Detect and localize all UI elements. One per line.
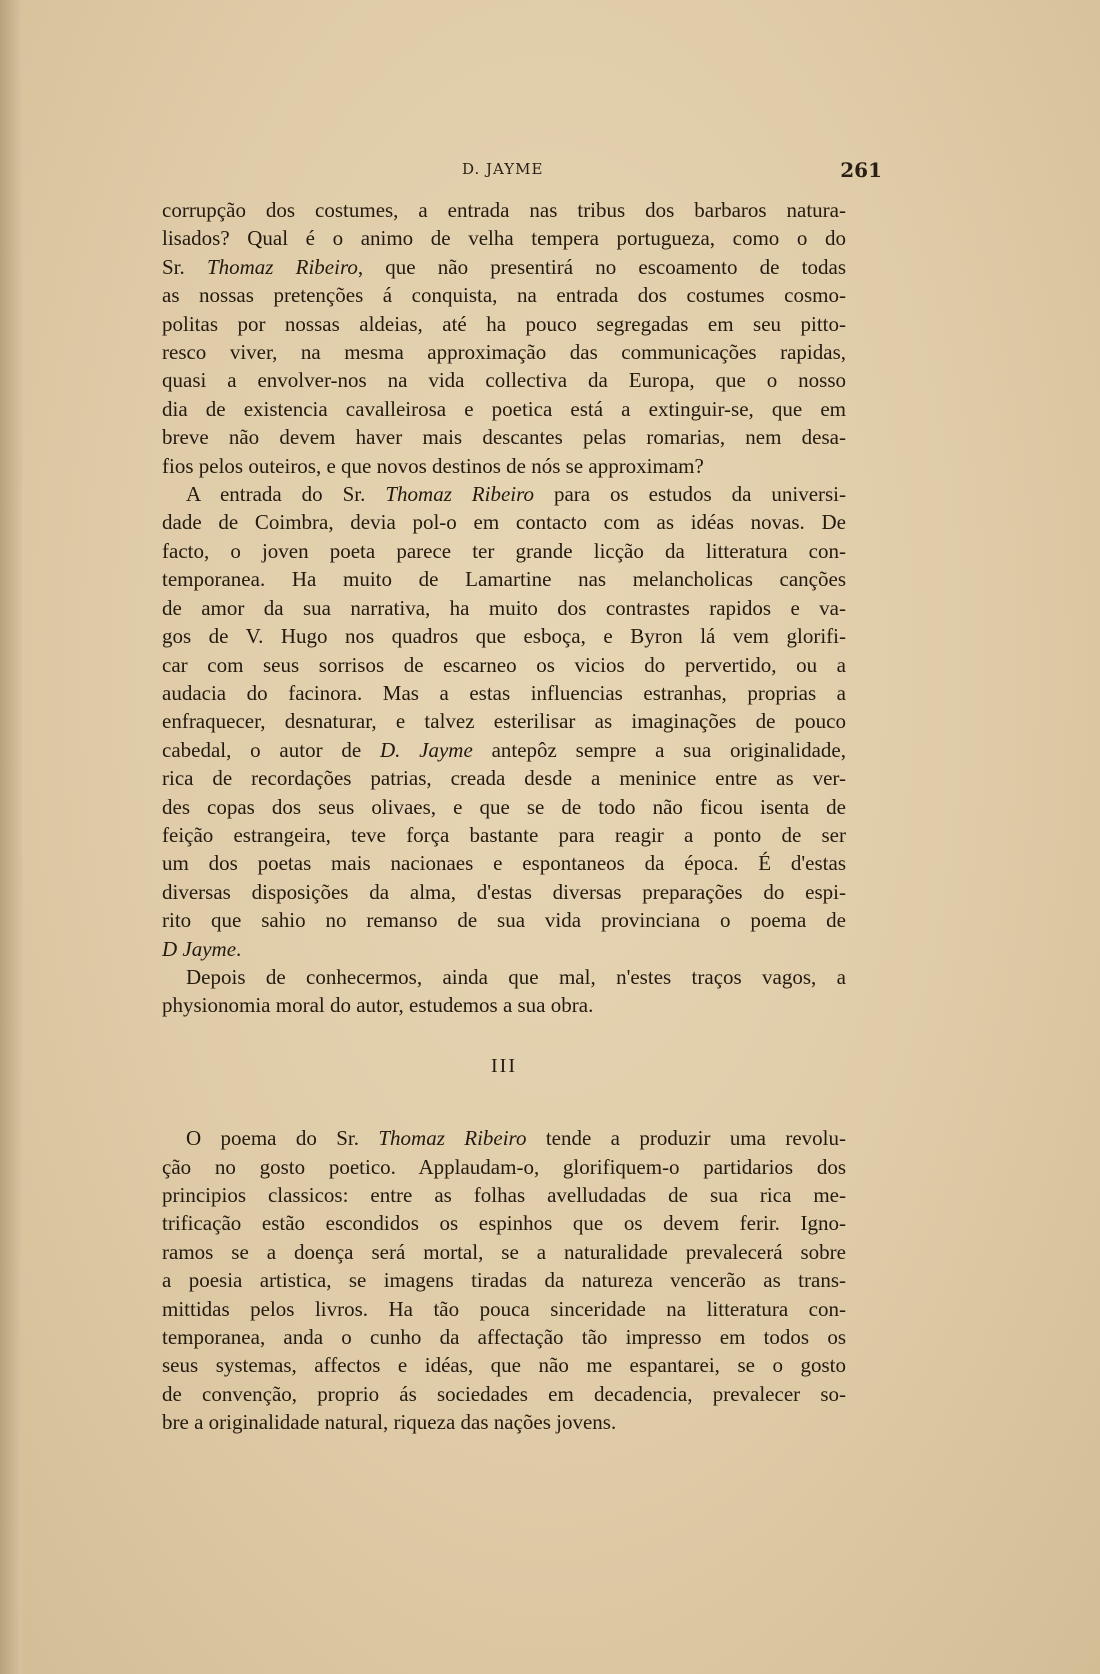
text-line: fios pelos outeiros, e que novos destinos de nós se approximam? xyxy=(162,453,704,478)
text-line: a poesia artistica, se imagens tiradas da natureza vencerão as trans- xyxy=(162,1268,846,1293)
text-line: politas por nossas aldeias, até ha pouco segregadas em seu pitto- xyxy=(162,311,846,336)
italic-name: D. Jayme xyxy=(379,737,473,762)
text-line: diversas disposições da alma, d'estas diversas preparações do espi- xyxy=(162,879,846,904)
running-title: D. JAYME xyxy=(462,160,544,178)
text-line: ramos se a doença será mortal, se a naturalidade prevalecerá sobre xyxy=(162,1239,846,1264)
text-line: A entrada do Sr. Thomaz Ribeiro para os estudos da universi- xyxy=(186,482,847,507)
text-line: quasi a envolver-nos na vida collectiva da Europa, que o nosso xyxy=(162,368,846,393)
text-line: Depois de conhecermos, ainda que mal, n'estes traços vagos, a xyxy=(186,964,846,989)
page-header xyxy=(162,158,882,188)
text-line: car com seus sorrisos de escarneo os vicios do pervertido, ou a xyxy=(162,652,846,677)
text-line: temporanea, anda o cunho da affectação tão impresso em todos os xyxy=(162,1325,846,1350)
text-line: dia de existencia cavalleirosa e poetica está a extinguir-se, que em xyxy=(162,396,846,421)
section-heading: III xyxy=(491,1054,517,1077)
text-line: feição estrangeira, teve força bastante para reagir a ponto de ser xyxy=(162,822,846,847)
paragraph-4 xyxy=(162,1124,846,1436)
text-line: as nossas pretenções á conquista, na entrada dos costumes cosmo- xyxy=(162,283,846,308)
paragraph-2 xyxy=(162,480,846,963)
text-line: gos de V. Hugo nos quadros que esboça, e Byron lá vem glorifi- xyxy=(162,624,846,649)
text-line: cabedal, o autor de D. Jayme antepôz sempre a sua originalidade, xyxy=(162,737,846,762)
text-line: de amor da sua narrativa, ha muito dos contrastes rapidos e va- xyxy=(162,595,846,620)
text-line: principios classicos: entre as folhas avelludadas de sua rica me- xyxy=(162,1183,846,1207)
text-line: de convenção, proprio ás sociedades em decadencia, prevalecer so- xyxy=(162,1381,846,1406)
page-spine-shadow xyxy=(0,0,22,1674)
page-number: 261 xyxy=(840,158,882,182)
italic-name: Thomaz Ribeiro xyxy=(378,1126,527,1151)
italic-name: Thomaz Ribeiro xyxy=(385,482,535,507)
text-line: mittidas pelos livros. Ha tão pouca sinceridade na litteratura con- xyxy=(162,1296,846,1321)
text-line: corrupção dos costumes, a entrada nas tribus dos barbaros natura- xyxy=(162,198,846,222)
paragraph-3 xyxy=(162,963,846,1020)
text-line: trificação estão escondidos os espinhos que os devem ferir. Igno- xyxy=(162,1211,846,1236)
italic-name: D Jayme xyxy=(162,936,237,961)
text-line: D Jayme. xyxy=(162,936,242,961)
text-line: des copas dos seus olivaes, e que se de todo não ficou isenta de xyxy=(162,794,846,819)
paragraph-1 xyxy=(162,196,846,480)
text-line: enfraquecer, desnaturar, e talvez esterilisar as imaginações de pouco xyxy=(162,709,846,734)
text-line: breve não devem haver mais descantes pelas romarias, nem desa- xyxy=(162,425,846,450)
text-line: ção no gosto poetico. Applaudam-o, glorifiquem-o partidarios dos xyxy=(162,1154,846,1179)
body-text xyxy=(162,196,846,1437)
text-line: O poema do Sr. Thomaz Ribeiro tende a produzir uma revolu- xyxy=(186,1126,846,1151)
text-line: dade de Coimbra, devia pol-o em contacto com as idéas novas. De xyxy=(162,510,846,535)
text-line: um dos poetas mais nacionaes e espontaneos da época. É d'estas xyxy=(162,851,846,876)
text-line: facto, o joven poeta parece ter grande licção da litteratura con- xyxy=(162,538,846,563)
text-line: seus systemas, affectos e idéas, que não me espantarei, se o gosto xyxy=(162,1353,846,1378)
text-line: rito que sahio no remanso de sua vida provinciana o poema de xyxy=(162,908,846,933)
text-line: rica de recordações patrias, creada desde a meninice entre as ver- xyxy=(162,766,846,791)
text-line: audacia do facinora. Mas a estas influencias estranhas, proprias a xyxy=(162,680,846,705)
text-line: lisados? Qual é o animo de velha tempera portugueza, como o do xyxy=(162,226,846,251)
text-line: temporanea. Ha muito de Lamartine nas melancholicas canções xyxy=(162,567,846,592)
italic-name: Thomaz Ribeiro xyxy=(206,254,358,279)
text-line: bre a originalidade natural, riqueza das nações jovens. xyxy=(162,1410,617,1435)
text-line: physionomia moral do autor, estudemos a sua obra. xyxy=(162,993,594,1018)
text-line: resco viver, na mesma approximação das communicações rapidas, xyxy=(162,340,846,365)
text-line: Sr. Thomaz Ribeiro, que não presentirá no escoamento de todas xyxy=(162,254,846,279)
